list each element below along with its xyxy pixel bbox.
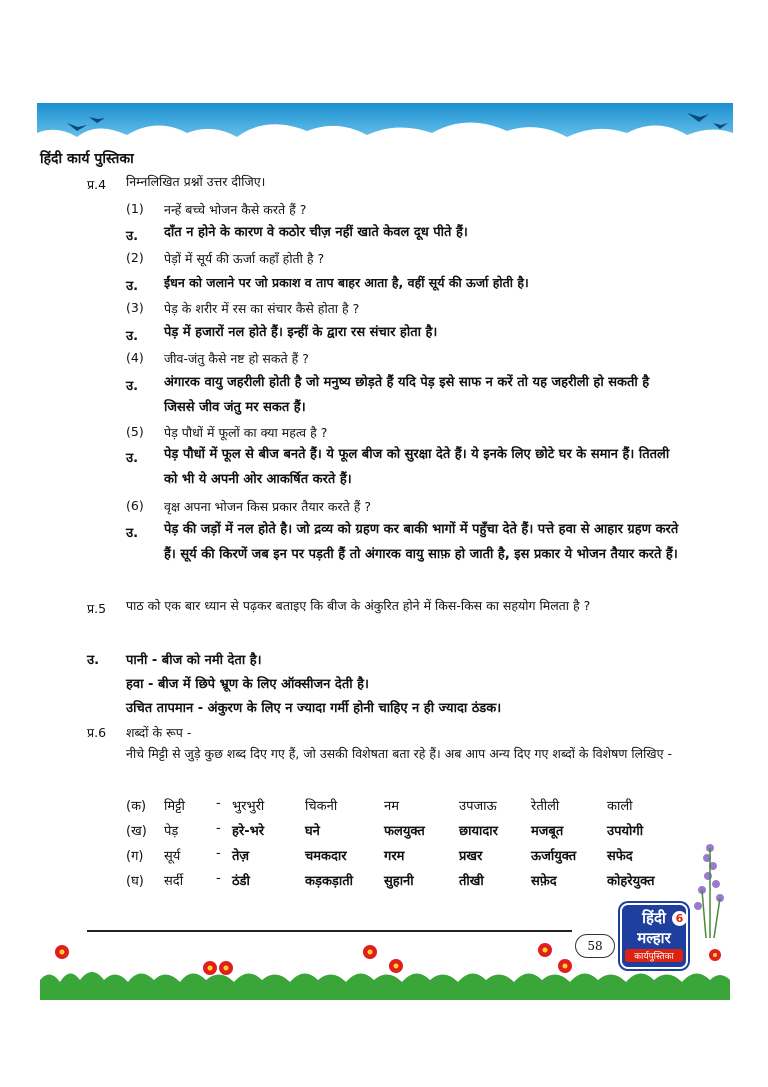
- book-logo: [620, 903, 688, 969]
- question-text: जीव-जंतु कैसे नष्ट हो सकते हैं ?: [164, 351, 309, 366]
- adjective: सफ़ेद: [531, 874, 557, 889]
- adjective: घने: [305, 824, 320, 839]
- adjective: सफेद: [607, 849, 633, 864]
- row-word: मिट्टी: [164, 799, 185, 814]
- answer-text: दाँत न होने के कारण वे कठोर चीज़ नहीं खाते केवल दूध पीते हैं।: [164, 225, 468, 240]
- row-dash: -: [216, 796, 221, 811]
- row-dash: -: [216, 846, 221, 861]
- adjective: ठंडी: [232, 874, 250, 889]
- item-number: (6): [126, 498, 144, 513]
- adjective: उपयोगी: [607, 824, 644, 839]
- answer-text: पेड़ में हजारों नल होते हैं। इन्हीं के द्वारा रस संचार होता है।: [164, 325, 438, 340]
- adjective: काली: [607, 799, 633, 814]
- answer-label: उ.: [126, 451, 139, 466]
- answer-line: हवा - बीज में छिपे भ्रूण के लिए ऑक्सीजन देती है।: [126, 677, 369, 692]
- answer-label: उ.: [126, 279, 139, 294]
- adjective: सुहानी: [384, 874, 414, 889]
- row-word: सूर्य: [164, 849, 181, 864]
- adjective: तीखी: [459, 874, 484, 889]
- question-text: पेड़ के शरीर में रस का संचार कैसे होता है ?: [164, 301, 360, 316]
- adjective: भुरभुरी: [232, 799, 265, 814]
- logo-grade-badge: 6: [672, 911, 687, 926]
- adjective: मजबूत: [531, 824, 564, 839]
- adjective: प्रखर: [459, 849, 483, 864]
- question-prompt: निम्नलिखित प्रश्नों उत्तर दीजिए।: [126, 174, 266, 189]
- adjective: हरे-भरे: [232, 824, 265, 839]
- adjective: छायादार: [459, 824, 498, 839]
- answer-line: पानी - बीज को नमी देता है।: [126, 653, 262, 668]
- logo-line2: मल्हार: [637, 929, 671, 947]
- adjective: ऊर्जायुक्त: [531, 849, 577, 864]
- item-number: (4): [126, 350, 144, 365]
- question-label: प्र.5: [87, 601, 107, 616]
- row-key: (ख): [126, 824, 147, 839]
- question-label: प्र.6: [87, 725, 107, 740]
- row-word: सर्दी: [164, 874, 184, 889]
- logo-line1: हिंदी: [642, 909, 666, 927]
- adjective: उपजाऊ: [459, 799, 497, 814]
- book-title: हिंदी कार्य पुस्तिका: [40, 151, 134, 167]
- lavender-icon: [690, 838, 730, 938]
- answer-text: ईंधन को जलाने पर जो प्रकाश व ताप बाहर आता है, वहीं सूर्य की ऊर्जा होती है।: [164, 275, 529, 290]
- answer-label: उ.: [87, 653, 100, 668]
- item-number: (3): [126, 300, 144, 315]
- adjective: चमकदार: [305, 849, 347, 864]
- adjective: कड़कड़ाती: [305, 874, 354, 889]
- answer-text: पेड़ की जड़ों में नल होते है। जो द्रव्य को ग्रहण कर बाकी भागों में पहुँचा देते हैं। पत्ते हवा से आहार ग्रहण करते हैं। सूर्य की किरणें जब इन पर पड़ती हैं तो अंगारक वायु साफ़ हो जाती है, इस प्रकार ये भोजन तैयार करते हैं।: [164, 522, 679, 562]
- question-text: पेड़ पौधों में फूलों का क्या महत्व है ?: [164, 425, 328, 440]
- adjective: नम: [384, 799, 399, 814]
- adjective: रेतीली: [531, 799, 560, 814]
- answer-text: पेड़ पौधों में फूल से बीज बनते हैं। ये फूल बीज को सुरक्षा देते हैं। ये इनके लिए छोटे घर के समान हैं। तितली को भी ये अपनी ओर आकर्षित करते हैं।: [164, 447, 670, 487]
- row-key: (घ): [126, 874, 144, 889]
- item-number: (5): [126, 424, 144, 439]
- question-text: पेड़ों में सूर्य की ऊर्जा कहाँ होती है ?: [164, 251, 325, 266]
- adjective: कोहरेयुक्त: [607, 874, 655, 889]
- adjective: फलयुक्त: [384, 824, 425, 839]
- question-prompt: पाठ को एक बार ध्यान से पढ़कर बताइए कि बीज के अंकुरित होने में किस-किस का सहयोग मिलता है ?: [126, 598, 591, 613]
- row-dash: -: [216, 821, 221, 836]
- question-title: शब्दों के रूप -: [126, 725, 192, 740]
- adjective: गरम: [384, 849, 405, 864]
- sky-banner: [37, 103, 733, 149]
- row-dash: -: [216, 871, 221, 886]
- adjective: चिकनी: [305, 799, 338, 814]
- answer-label: उ.: [126, 379, 139, 394]
- row-word: पेड़: [164, 824, 179, 839]
- question-label: प्र.4: [87, 177, 107, 192]
- question-prompt: नीचे मिट्टी से जुड़े कुछ शब्द दिए गए हैं, जो उसकी विशेषता बता रहे हैं। अब आप अन्य दिए गए शब्दों के विशेषण लिखिए -: [126, 746, 672, 761]
- footer-rule: [87, 930, 572, 932]
- item-number: (2): [126, 250, 144, 265]
- row-key: (ग): [126, 849, 144, 864]
- answer-label: उ.: [126, 526, 139, 541]
- answer-text: अंगारक वायु जहरीली होती है जो मनुष्य छोड़ते हैं यदि पेड़ इसे साफ न करें तो यह जहरीली हो सकती है जिससे जीव जंतु मर सकत हैं।: [164, 375, 650, 415]
- question-text: नन्हें बच्चे भोजन कैसे करते हैं ?: [164, 202, 307, 217]
- logo-line3: कार्यपुस्तिका: [625, 949, 683, 962]
- row-key: (क): [126, 799, 147, 814]
- adjective: तेज़: [232, 849, 250, 864]
- page-number: 58: [575, 934, 615, 958]
- answer-label: उ.: [126, 229, 139, 244]
- question-text: वृक्ष अपना भोजन किस प्रकार तैयार करते हैं ?: [164, 499, 371, 514]
- answer-line: उचित तापमान - अंकुरण के लिए न ज्यादा गर्मी होनी चाहिए न ही ज्यादा ठंडक।: [126, 701, 502, 716]
- item-number: (1): [126, 201, 144, 216]
- answer-label: उ.: [126, 329, 139, 344]
